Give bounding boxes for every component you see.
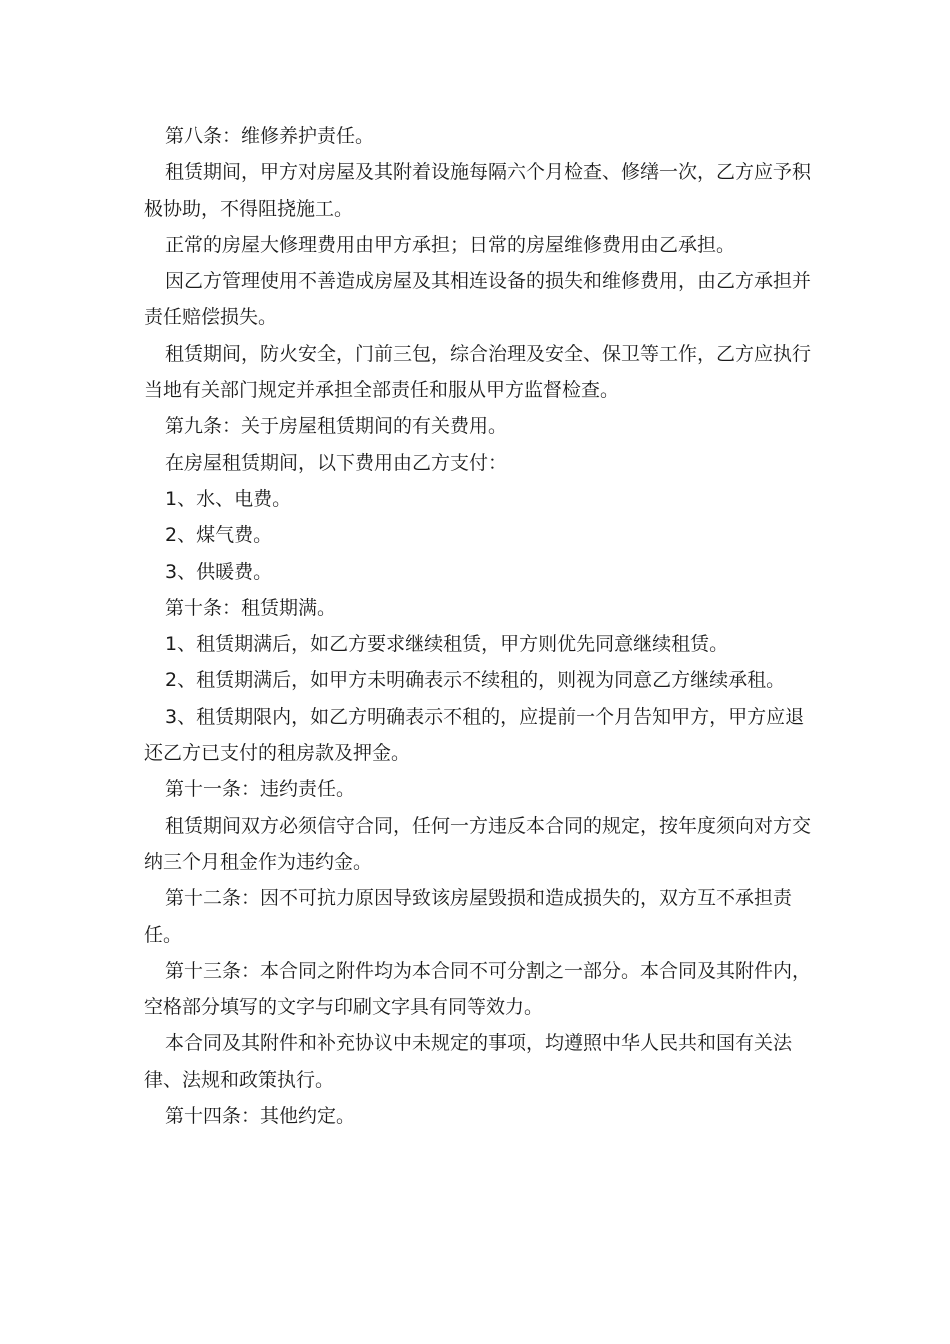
list-item-implied-renewal: 2、租赁期满后，如甲方未明确表示不续租的，则视为同意乙方继续承租。 (165, 669, 786, 692)
list-item-heating: 3、供暖费。 (165, 560, 273, 583)
list-item-water-electricity: 1、水、电费。 (165, 487, 292, 510)
list-item-early-termination: 3、租赁期限内，如乙方明确表示不租的，应提前一个月告知甲方，甲方应退还乙方已支付的租房款及押金。 (144, 705, 805, 765)
list-item-gas: 2、煤气费。 (165, 524, 273, 547)
article-9-heading: 第九条：关于房屋租赁期间的有关费用。 (165, 415, 508, 438)
paragraph-repair-costs: 正常的房屋大修理费用由甲方承担；日常的房屋维修费用由乙承担。 (165, 233, 736, 256)
article-8-heading: 第八条：维修养护责任。 (165, 125, 375, 147)
article-11-heading: 第十一条：违约责任。 (165, 778, 356, 801)
article-14-heading: 第十四条：其他约定。 (165, 1105, 356, 1128)
contract-body (144, 118, 814, 1134)
list-item-renewal-request: 1、租赁期满后，如乙方要求继续租赁，甲方则优先同意继续租赁。 (165, 633, 729, 656)
paragraph-damage-liability: 因乙方管理使用不善造成房屋及其相连设备的损失和维修费用，由乙方承担并责任赔偿损失。 (144, 270, 812, 329)
paragraph-inspection-repair: 租赁期间，甲方对房屋及其附着设施每隔六个月检查、修缮一次，乙方应予积极协助，不得阻挠施工。 (144, 161, 812, 220)
article-10-heading: 第十条：租赁期满。 (165, 596, 337, 619)
paragraph-safety-duties: 租赁期间，防火安全，门前三包，综合治理及安全、保卫等工作，乙方应执行当地有关部门规定并承担全部责任和服从甲方监督检查。 (144, 342, 812, 402)
article-13-paragraph: 第十三条：本合同之附件均为本合同不可分割之一部分。本合同及其附件内，空格部分填写的文字与印刷文字具有同等效力。 (144, 959, 812, 1019)
paragraph-breach-penalty: 租赁期间双方必须信守合同，任何一方违反本合同的规定，按年度须向对方交纳三个月租金作为违约金。 (144, 814, 812, 873)
paragraph-fees-intro: 在房屋租赁期间，以下费用由乙方支付： (165, 451, 508, 474)
article-12-paragraph: 第十二条：因不可抗力原因导致该房屋毁损和造成损失的，双方互不承担责任。 (144, 887, 793, 946)
paragraph-applicable-law: 本合同及其附件和补充协议中未规定的事项，均遵照中华人民共和国有关法律、法规和政策执行。 (144, 1032, 793, 1091)
